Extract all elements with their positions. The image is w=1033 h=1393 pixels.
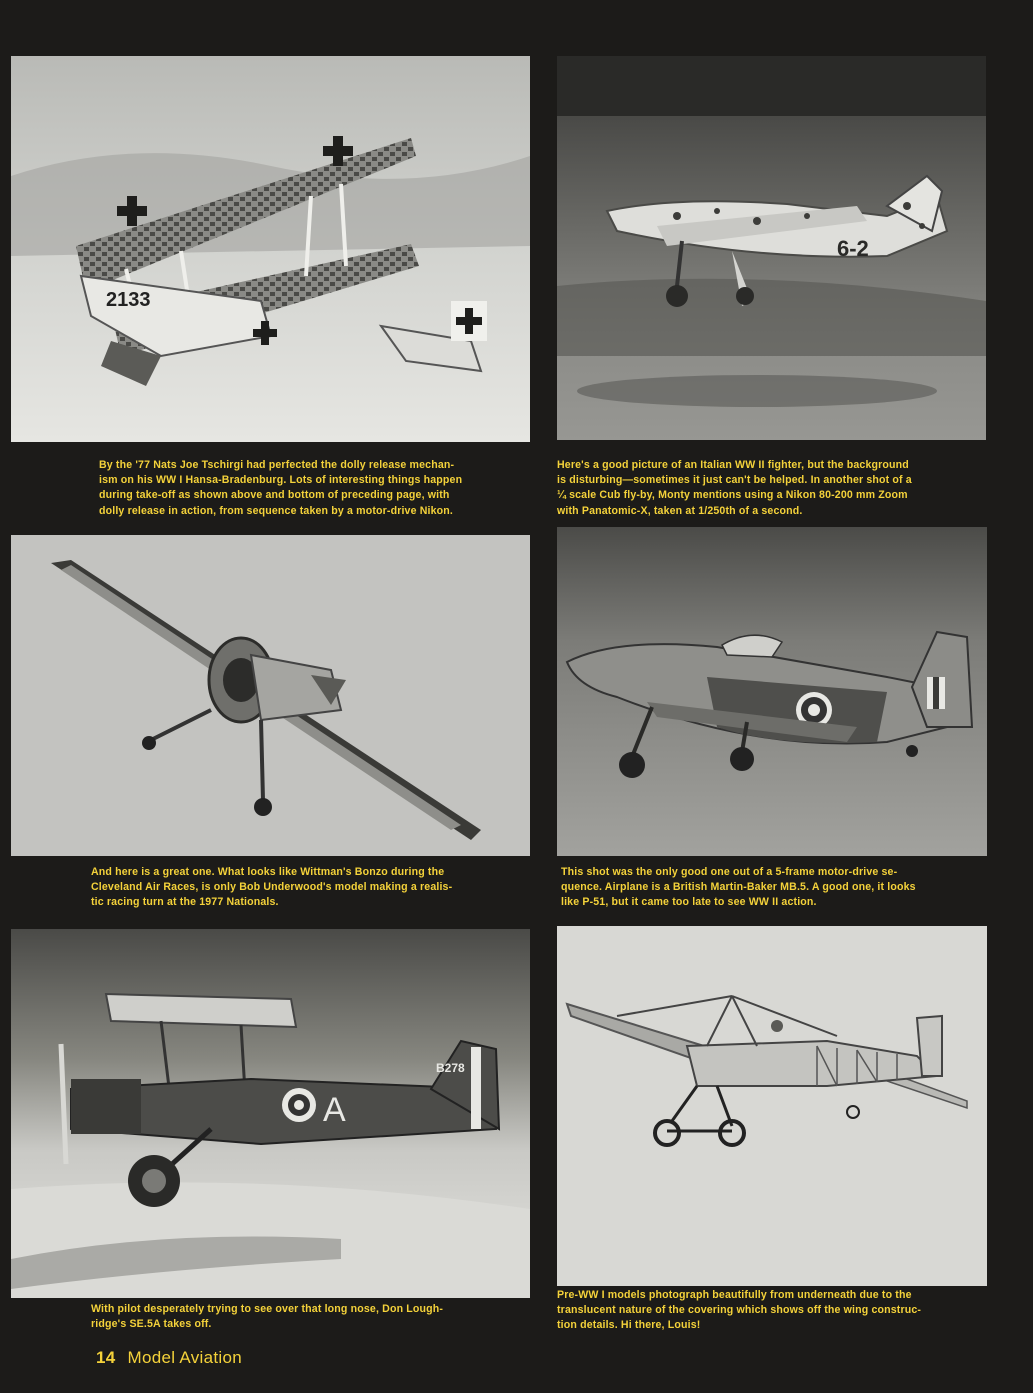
caption-se5a — [91, 1302, 527, 1332]
caption-line: during take-off as shown above and bottom of preceding page, with — [99, 489, 450, 502]
photo-bonzo-racer — [11, 535, 530, 856]
caption-line: Cleveland Air Races, is only Bob Underwood's model making a realis- — [91, 881, 453, 894]
photo-pre-ww1-monoplane — [557, 926, 987, 1286]
caption-line: ¼ scale Cub fly-by, Monty mentions using a Nikon 80-200 mm Zoom — [557, 489, 908, 502]
caption-line: translucent nature of the covering which shows off the wing construc- — [557, 1304, 922, 1317]
caption-hansa — [99, 458, 531, 519]
photo-se5a — [11, 929, 530, 1298]
caption-line: ism on his WW I Hansa-Bradenburg. Lots of interesting things happen — [99, 474, 463, 487]
se5-letter: A — [323, 1091, 346, 1129]
caption-line: tic racing turn at the 1977 Nationals. — [91, 896, 279, 909]
caption-line: With pilot desperately trying to see over that long nose, Don Lough- — [91, 1303, 444, 1315]
caption-italian-fighter — [557, 458, 993, 519]
caption-line: And here is a great one. What looks like Wittman's Bonzo during the — [91, 866, 445, 878]
photo-italian-fighter — [557, 56, 986, 440]
caption-line: Pre-WW I models photograph beautifully from underneath due to the — [557, 1289, 912, 1301]
caption-line: is disturbing—sometimes it just can't be helped. In another shot of a — [557, 474, 912, 487]
caption-line: quence. Airplane is a British Martin-Baker MB.5. A good one, it looks — [561, 881, 916, 894]
fighter-code: 6-2 — [837, 236, 869, 261]
caption-line: tion details. Hi there, Louis! — [557, 1319, 701, 1332]
photo-martin-baker — [557, 527, 987, 856]
caption-line: This shot was the only good one out of a 5-frame motor-drive se- — [561, 866, 898, 878]
caption-line: with Panatomic-X, taken at 1/250th of a second. — [557, 504, 803, 517]
caption-line: like P-51, but it came too late to see WW II action. — [561, 896, 817, 909]
magazine-name: Model Aviation — [127, 1348, 242, 1367]
hansa-number: 2133 — [106, 289, 151, 311]
caption-line: ridge's SE.5A takes off. — [91, 1318, 212, 1331]
page-footer — [96, 1348, 242, 1368]
caption-line: dolly release in action, from sequence taken by a motor-drive Nikon. — [99, 504, 454, 517]
photo-hansa-brandenburg — [11, 56, 530, 442]
caption-pre-ww1 — [557, 1288, 993, 1334]
caption-line: Here's a good picture of an Italian WW II fighter, but the background — [557, 459, 909, 471]
page-number: 14 — [96, 1348, 116, 1367]
se5-serial: B278 — [436, 1061, 465, 1075]
caption-bonzo — [91, 865, 528, 911]
caption-martin-baker — [561, 865, 997, 911]
caption-line: By the '77 Nats Joe Tschirgi had perfected the dolly release mechan- — [99, 459, 455, 471]
